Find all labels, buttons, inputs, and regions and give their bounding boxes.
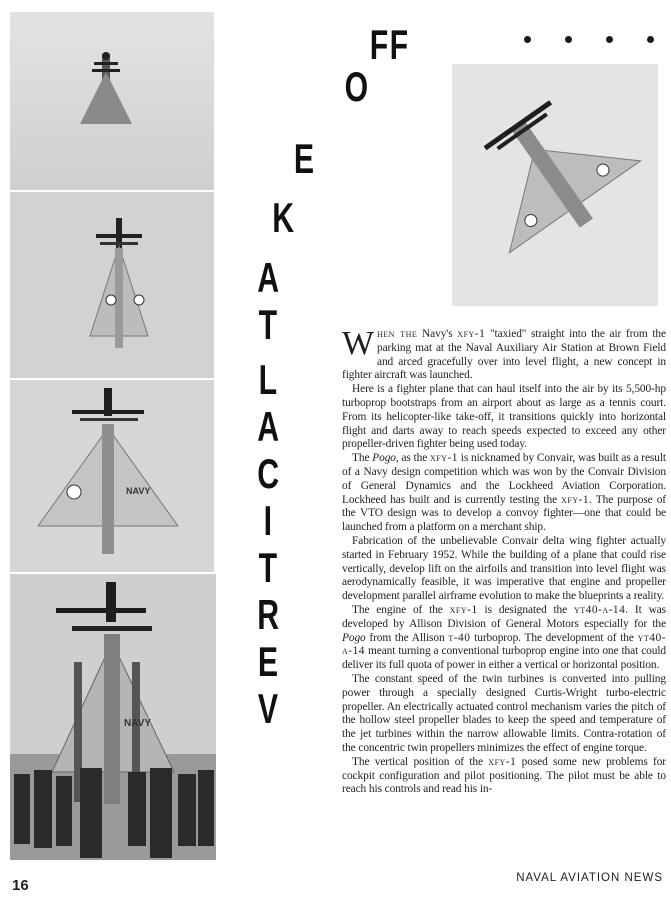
drop-cap: W: [342, 325, 374, 362]
dot-icon: [524, 36, 531, 43]
title-letter: E: [257, 638, 279, 685]
title-off-ff: FF: [369, 21, 410, 68]
title-take-e: E: [293, 135, 315, 182]
aircraft-photo-icon: [10, 12, 214, 190]
article-paragraph: The vertical position of the xfy-1 posed some new problems for cockpit configuration and pilot positioning. The pilot must be able to reach his controls and read his in-: [342, 755, 666, 796]
aircraft-photo-top-view: [10, 12, 214, 190]
aircraft-photo-icon: [10, 380, 214, 572]
article-body: [342, 325, 666, 797]
article-paragraph: Here is a fighter plane that can haul itself into the air by its 5,500-hp turboprop bootstraps from an airport about as large as a tennis court. From its helicopter-like take-off, it transitions quickly into horizontal flight and darts away to reach speeds expected to exceed any other propeller-driven fighter being used today.: [342, 383, 666, 451]
article-paragraph: The constant speed of the twin turbines is converted into pulling power through a specially designed Curtis-Wright turbo-electric propeller. An electrically actuated control mechanism varies the pitch of the hollow steel propeller blades to keep the speed and temperature of the jet turbines within the narrow allowable limits. Contra-rotation of the concentric twin propellers minimizes the effect of engine torque.: [342, 672, 666, 754]
title-letter: C: [257, 450, 279, 497]
title-letter: A: [257, 254, 279, 301]
dot-icon: [606, 36, 613, 43]
title-letter: R: [257, 591, 279, 638]
dot-icon: [565, 36, 572, 43]
title-letter: L: [258, 356, 278, 403]
aircraft-photo-hover: [10, 380, 214, 572]
aircraft-photo-icon: [10, 192, 214, 378]
aircraft-photo-icon: [452, 64, 658, 306]
aircraft-photo-ground-crowd: [10, 574, 216, 860]
aircraft-photo-climb: [10, 192, 214, 378]
article-paragraph: The engine of the xfy-1 is designated the yt40-a-14. It was developed by Allison Division of General Motors especially for the Pogo from the Allison t-40 turboprop. The development of the yt40-a-14 meant turning a conventional turboprop engine into one that could deliver its full quota of power in either a vertical or horizontal position.: [342, 603, 666, 672]
aircraft-navy-marking: NAVY: [124, 718, 152, 729]
aircraft-photo-icon: [10, 574, 216, 860]
title-letter: T: [258, 544, 278, 591]
title-letter: I: [263, 497, 273, 544]
title-vertical: [238, 254, 298, 735]
title-letter: A: [257, 403, 279, 450]
aircraft-photo-transition: [452, 64, 658, 306]
dot-icon: [647, 36, 654, 43]
article-paragraph: When the Navy's xfy-1 "taxied" straight into the air from the parking mat at the Naval Auxiliary Air Station at Brown Field and arced gracefully over into level flight, a new concept in fighter aircraft was launched.: [342, 325, 666, 382]
aircraft-navy-marking: NAVY: [126, 486, 151, 496]
title-letter: V: [257, 685, 279, 732]
article-paragraph: The Pogo, as the xfy-1 is nicknamed by Convair, was built as a result of a Navy design competition which was won by the Convair Division of General Dynamics and the Lockheed Aviation Corporation. Lockheed has built and is currently testing the xfy-1. The purpose of the VTO design was to develop a convoy fighter—one that could be launched from a platform on a merchant ship.: [342, 452, 666, 534]
decorative-dots: [524, 36, 654, 43]
title-take-k: K: [272, 194, 295, 241]
title-letter: T: [258, 301, 278, 348]
publication-name: NAVAL AVIATION NEWS: [516, 872, 663, 884]
page-number: 16: [12, 877, 29, 894]
title-off-o: O: [344, 63, 369, 110]
article-paragraph: Fabrication of the unbelievable Convair delta wing fighter actually started in February 1952. While the building of a plane that could rise vertically, develop lift on the airfoils and transition into level flight was aerodynamically feasible, it was imperative that engine and propeller development parallel airframe evolution to make the blueprints a reality.: [342, 534, 666, 603]
